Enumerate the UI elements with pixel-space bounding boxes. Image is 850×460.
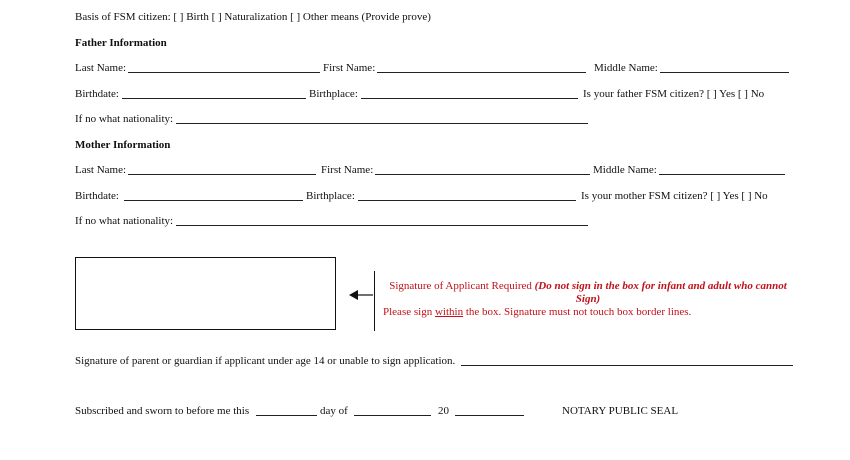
notary-subscribed-label: Subscribed and sworn to before me this: [75, 405, 250, 417]
notary-month-field[interactable]: [354, 415, 431, 416]
father-birthplace-field[interactable]: [361, 98, 578, 99]
guardian-signature-label: Signature of parent or guardian if applicant under age 14 or unable to sign application.: [75, 355, 456, 367]
mother-birthplace-field[interactable]: [358, 200, 576, 201]
father-last-name-field[interactable]: [128, 72, 320, 73]
father-birthdate-label: Birthdate:: [75, 88, 119, 100]
signature-divider-line: [374, 271, 375, 331]
father-birthplace-label: Birthplace:: [309, 88, 358, 100]
father-middle-name-label: Middle Name:: [594, 62, 658, 74]
signature-instruction-suffix: the box. Signature must not touch box border lines.: [463, 306, 692, 318]
mother-last-name-field[interactable]: [128, 174, 316, 175]
father-last-name-label: Last Name:: [75, 62, 127, 74]
mother-birthplace-label: Birthplace:: [306, 190, 355, 202]
father-birthdate-field[interactable]: [122, 98, 306, 99]
mother-middle-name-label: Middle Name:: [593, 164, 657, 176]
mother-birthdate-label: Birthdate:: [75, 190, 119, 202]
notary-seal-label: NOTARY PUBLIC SEAL: [562, 405, 679, 417]
father-nationality-field[interactable]: [176, 123, 588, 124]
father-first-name-field[interactable]: [377, 72, 586, 73]
guardian-signature-field[interactable]: [461, 365, 793, 366]
mother-first-name-label: First Name:: [321, 164, 374, 176]
father-citizen-question[interactable]: Is your father FSM citizen? [ ] Yes [ ] No: [583, 88, 765, 100]
notary-year-field[interactable]: [455, 415, 524, 416]
notary-year-prefix: 20: [438, 405, 449, 417]
notary-day-of-label: day of: [320, 405, 348, 417]
father-heading: Father Information: [75, 37, 167, 49]
mother-last-name-label: Last Name:: [75, 164, 127, 176]
mother-heading: Mother Information: [75, 139, 171, 151]
signature-instructions: [383, 280, 793, 319]
father-nationality-label: If no what nationality:: [75, 113, 174, 125]
applicant-signature-box[interactable]: [75, 257, 336, 330]
signature-instruction-prefix: Please sign: [383, 306, 435, 318]
mother-nationality-field[interactable]: [176, 225, 588, 226]
mother-citizen-question[interactable]: Is your mother FSM citizen? [ ] Yes [ ] No: [581, 190, 768, 202]
left-arrow-icon: [349, 290, 373, 300]
mother-middle-name-field[interactable]: [659, 174, 785, 175]
father-middle-name-field[interactable]: [660, 72, 789, 73]
mother-nationality-label: If no what nationality:: [75, 215, 174, 227]
basis-of-citizenship: Basis of FSM citizen: [ ] Birth [ ] Naturalization [ ] Other means (Provide prove): [75, 11, 431, 23]
notary-day-field[interactable]: [256, 415, 317, 416]
mother-birthdate-field[interactable]: [124, 200, 303, 201]
signature-required-label: Signature of Applicant Required: [389, 280, 532, 292]
father-first-name-label: First Name:: [323, 62, 376, 74]
signature-instruction-emphasis: within: [434, 306, 464, 318]
mother-first-name-field[interactable]: [375, 174, 590, 175]
signature-required-note: (Do not sign in the box for infant and adult who cannot Sign): [534, 280, 787, 305]
